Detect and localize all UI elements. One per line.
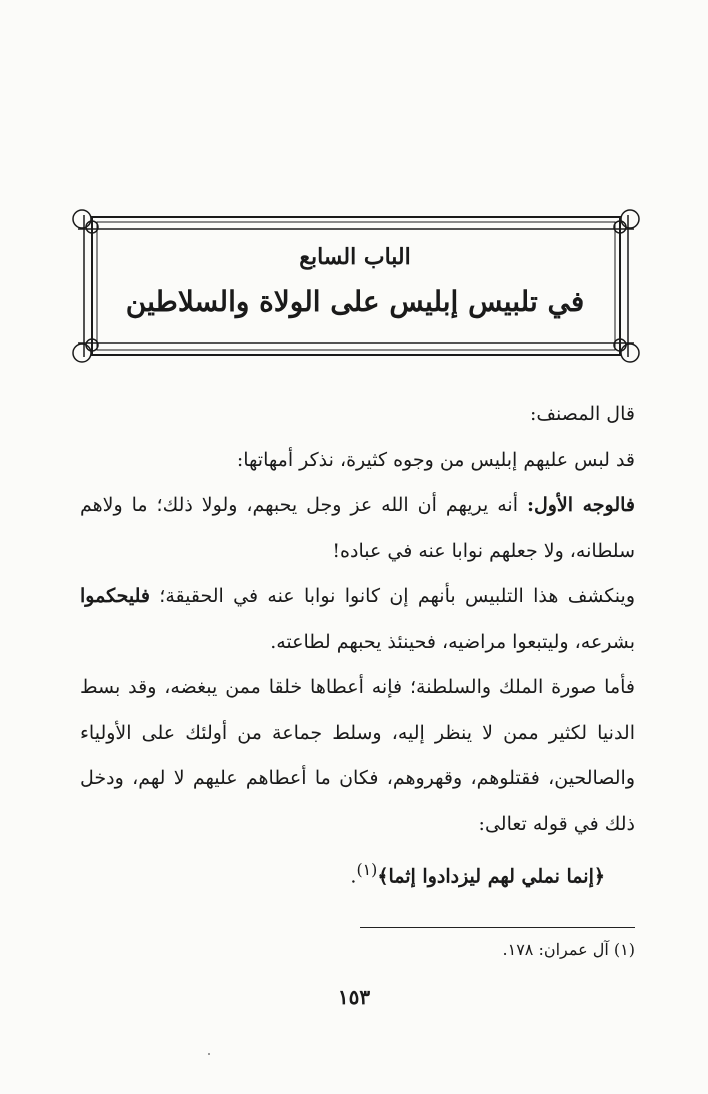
page-number: ١٥٣ xyxy=(337,985,371,1009)
scan-speck xyxy=(208,1053,210,1055)
first-aspect-label: فالوجه الأول: xyxy=(526,494,635,516)
verse-text: ﴿إنما نملي لهم ليزدادوا إثما﴾ xyxy=(377,865,605,888)
footnote-divider xyxy=(360,927,635,928)
rule-by-label: فليحكموا xyxy=(80,585,150,607)
footnote-marker: (١) xyxy=(356,860,378,879)
verse-end: . xyxy=(350,865,357,888)
unveil-text: وينكشف هذا التلبيس بأنهم إن كانوا نوابا عنه في الحقيقة؛ xyxy=(159,585,635,607)
first-aspect-text: أنه يريهم أن الله عز وجل يحبهم، ولولا ذلك؛ ما ولاهم سلطانه، ولا جعلهم نوابا عنه في عباده! xyxy=(80,494,635,562)
chapter-label: الباب السابع xyxy=(299,244,411,270)
intro-paragraph: قد لبس عليهم إبليس من وجوه كثيرة، نذكر أمهاتها: xyxy=(236,448,635,471)
chapter-title: في تلبيس إبليس على الولاة والسلاطين xyxy=(125,285,585,318)
body-text xyxy=(80,392,635,900)
rule-by-text: بشرعه، وليتبعوا مراضيه، فحينئذ يحبهم لطاعته. xyxy=(270,630,635,653)
verse-line xyxy=(80,847,635,900)
unveil-paragraph xyxy=(80,574,635,665)
author-said: قال المصنف: xyxy=(529,403,635,425)
footnote: (١) آل عمران: ١٧٨. xyxy=(502,940,635,959)
kingdom-paragraph: فأما صورة الملك والسلطنة؛ فإنه أعطاها خلقا ممن يبغضه، وقد بسط الدنيا لكثير ممن لا ينظر إليه، وسلط جماعة من أولئك على الأولياء والصالحين، فقتلوهم، وقهروهم، فكان ما أعطاهم عليهم لا لهم، ودخل ذلك في قوله تعالى: xyxy=(80,676,635,835)
first-aspect-paragraph xyxy=(80,483,635,574)
chapter-heading xyxy=(95,240,615,324)
